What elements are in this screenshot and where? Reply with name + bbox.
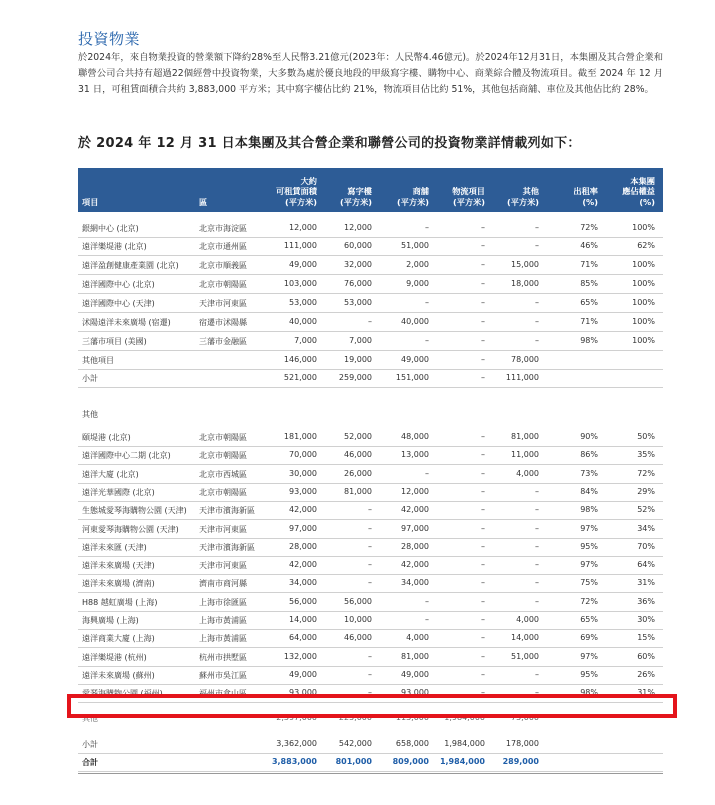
cell-other: –	[535, 336, 539, 345]
section-heading: 投資物業	[78, 30, 141, 48]
section2-label: 其他	[82, 410, 98, 419]
cell-area: 34,000	[289, 578, 317, 588]
cell-interest: 100%	[632, 317, 655, 326]
partial-row	[78, 713, 663, 728]
cell-project: 三藩市項目 (美國)	[82, 337, 147, 346]
cell-retail: 13,000	[401, 450, 429, 460]
cell-occupancy: 85%	[580, 279, 598, 288]
cell-other: 178,000	[505, 739, 539, 748]
cell-area: 7,000	[294, 336, 317, 345]
cell-retail: 2,000	[406, 260, 429, 269]
cell-project: 小計	[82, 374, 98, 383]
cell-logistics: –	[481, 336, 485, 345]
table-header	[78, 168, 663, 212]
cell-other: 14,000	[511, 633, 539, 643]
cell-area: 49,000	[289, 669, 317, 679]
cell-office: 46,000	[344, 450, 372, 460]
cell-project: 遠洋未來廣場 (濟南)	[82, 579, 155, 589]
cell-retail: 151,000	[395, 373, 429, 382]
cell-occupancy: 65%	[580, 298, 598, 307]
cell-district: 天津市濱海新區	[199, 542, 255, 552]
header-office-line1: 寫字樓	[347, 186, 372, 196]
header-area	[276, 176, 317, 208]
cell-office: 10,000	[344, 615, 372, 624]
highlight-box	[67, 694, 677, 718]
cell-district: 三藩市金融區	[199, 337, 247, 346]
cell-logistics: –	[481, 450, 485, 460]
partial-cell-other: 75,000	[511, 713, 539, 722]
cell-interest: 64%	[637, 560, 655, 570]
cell-occupancy: 73%	[580, 468, 598, 478]
cell-logistics: –	[481, 578, 485, 588]
cell-retail: 42,000	[401, 560, 429, 570]
cell-district: 上海市徐匯區	[199, 597, 247, 607]
cell-logistics: –	[481, 596, 485, 606]
cell-retail: 97,000	[401, 523, 429, 533]
cell-office: 32,000	[344, 260, 372, 269]
partial-cell-logistics: 1,984,000	[444, 713, 485, 722]
table-row	[78, 256, 663, 275]
partial-cell-retail: 113,000	[395, 713, 429, 722]
cell-project: 合計	[82, 758, 98, 767]
cell-district: 北京市朝陽區	[199, 487, 247, 497]
cell-other: 78,000	[511, 355, 539, 364]
table-row	[78, 351, 663, 370]
cell-project: 銀網中心 (北京)	[82, 224, 139, 233]
cell-area: 49,000	[289, 260, 317, 269]
cell-interest: 60%	[637, 651, 655, 661]
table-row	[78, 369, 663, 388]
cell-retail: 9,000	[406, 279, 429, 288]
cell-project: 愛琴海購物公園 (福州)	[82, 689, 163, 699]
cell-retail: 93,000	[401, 688, 429, 698]
cell-office: 46,000	[344, 633, 372, 643]
cell-retail: –	[425, 223, 429, 232]
subtotal-row	[78, 735, 663, 754]
cell-office: 52,000	[344, 432, 372, 441]
cell-interest: 62%	[637, 241, 655, 250]
cell-occupancy: 98%	[580, 688, 598, 698]
cell-area: 111,000	[283, 241, 317, 250]
header-logistics-line2: (平方米)	[452, 196, 485, 207]
header-occupancy	[573, 186, 598, 207]
cell-logistics: –	[481, 688, 485, 698]
cell-retail: –	[425, 615, 429, 624]
cell-occupancy: 95%	[580, 541, 598, 551]
cell-office: 81,000	[344, 486, 372, 496]
cell-logistics: –	[481, 298, 485, 307]
cell-area: 146,000	[283, 355, 317, 364]
cell-logistics: –	[481, 633, 485, 643]
cell-retail: –	[425, 468, 429, 478]
cell-retail: 658,000	[395, 739, 429, 748]
cell-area: 3,362,000	[276, 739, 317, 748]
header-retail-line1: 商舖	[412, 186, 429, 196]
cell-logistics: –	[481, 223, 485, 232]
table-row	[78, 428, 663, 447]
cell-logistics: –	[481, 260, 485, 269]
cell-project: 遠洋商業大廈 (上海)	[82, 634, 155, 644]
cell-other: –	[535, 596, 539, 606]
table-row	[78, 275, 663, 294]
cell-area: 40,000	[289, 317, 317, 326]
cell-area: 42,000	[289, 505, 317, 515]
cell-retail: 48,000	[401, 432, 429, 441]
cell-other: –	[535, 317, 539, 326]
cell-occupancy: 86%	[580, 450, 598, 460]
cell-project: 遠洋國際中心 (天津)	[82, 299, 155, 308]
cell-logistics: –	[481, 523, 485, 533]
header-project: 項目	[82, 196, 99, 207]
bottom-rule	[78, 773, 663, 774]
cell-office: 56,000	[344, 596, 372, 606]
cell-project: 河東愛琴海購物公園 (天津)	[82, 524, 179, 534]
cell-area: 14,000	[289, 615, 317, 624]
cell-office: 26,000	[344, 468, 372, 478]
cell-retail: 42,000	[401, 505, 429, 515]
cell-office: –	[368, 669, 372, 679]
cell-interest: 36%	[637, 596, 655, 606]
header-area-line3: (平方米)	[284, 196, 317, 207]
cell-district: 濟南市商河縣	[199, 579, 247, 589]
cell-occupancy: 95%	[580, 669, 598, 679]
cell-district: 上海市黃浦區	[199, 616, 247, 625]
cell-interest: 72%	[637, 468, 655, 478]
cell-logistics: –	[481, 560, 485, 570]
cell-district: 宿遷市沭陽縣	[199, 318, 247, 327]
cell-other: –	[535, 486, 539, 496]
cell-interest: 52%	[637, 505, 655, 515]
cell-interest: 26%	[637, 669, 655, 679]
header-interest-line1: 本集團	[630, 175, 655, 186]
cell-logistics: –	[481, 669, 485, 679]
cell-district: 天津市河東區	[199, 299, 247, 308]
cell-area: 103,000	[283, 279, 317, 288]
cell-district: 北京市朝陽區	[199, 280, 247, 289]
cell-office: –	[368, 541, 372, 551]
cell-occupancy: 98%	[580, 336, 598, 345]
cell-district: 杭州市拱墅區	[199, 652, 247, 662]
cell-logistics: –	[481, 651, 485, 661]
cell-project: 遠洋光華國際 (北京)	[82, 487, 155, 497]
cell-area: 93,000	[289, 486, 317, 496]
cell-retail: –	[425, 336, 429, 345]
cell-logistics: –	[481, 615, 485, 624]
cell-project: 頤堤港 (北京)	[82, 433, 131, 442]
cell-district: 北京市朝陽區	[199, 451, 247, 461]
cell-logistics: –	[481, 317, 485, 326]
header-office	[340, 186, 372, 207]
cell-district: 上海市黃浦區	[199, 634, 247, 644]
cell-occupancy: 97%	[580, 560, 598, 570]
table-caption: 於 2024 年 12 月 31 日本集團及其合營企業和聯營公司的投資物業詳情載列如下：	[78, 136, 581, 151]
header-retail	[397, 186, 429, 207]
header-interest-line3: (%)	[639, 196, 655, 207]
cell-retail: –	[425, 596, 429, 606]
cell-district: 天津市河東區	[199, 561, 247, 571]
header-retail-line2: (平方米)	[396, 196, 429, 207]
cell-area: 30,000	[289, 468, 317, 478]
table-row	[78, 219, 663, 238]
cell-other: –	[535, 688, 539, 698]
cell-office: –	[368, 578, 372, 588]
table-row	[78, 446, 663, 465]
partial-cell-project: 其他	[82, 714, 98, 723]
partial-cell-office: 225,000	[338, 713, 372, 722]
cell-office: –	[368, 560, 372, 570]
cell-interest: 70%	[637, 541, 655, 551]
cell-other: 15,000	[511, 260, 539, 269]
cell-other: 18,000	[511, 279, 539, 288]
cell-office: –	[368, 505, 372, 515]
cell-logistics: –	[481, 241, 485, 250]
cell-occupancy: 84%	[580, 486, 598, 496]
cell-office: 259,000	[338, 373, 372, 382]
cell-logistics: –	[481, 373, 485, 382]
cell-district: 北京市海淀區	[199, 224, 247, 233]
table-row	[78, 237, 663, 256]
cell-other: –	[535, 669, 539, 679]
cell-area: 28,000	[289, 541, 317, 551]
cell-area: 53,000	[289, 298, 317, 307]
header-other	[507, 186, 539, 207]
cell-logistics: –	[481, 279, 485, 288]
cell-retail: 809,000	[392, 757, 429, 766]
header-occupancy-line1: 出租率	[573, 186, 598, 196]
cell-office: 7,000	[349, 336, 372, 345]
cell-project: 遠洋未來廣場 (蘇州)	[82, 670, 155, 680]
cell-retail: 49,000	[401, 669, 429, 679]
cell-occupancy: 98%	[580, 505, 598, 515]
table-row	[78, 538, 663, 557]
cell-retail: 51,000	[401, 241, 429, 250]
cell-project: H88 越虹廣場 (上海)	[82, 597, 158, 607]
cell-project: 海興廣場 (上海)	[82, 616, 139, 625]
cell-occupancy: 75%	[580, 578, 598, 588]
cell-interest: 100%	[632, 223, 655, 232]
cell-occupancy: 71%	[580, 260, 598, 269]
cell-interest: 35%	[637, 450, 655, 460]
cell-interest: 50%	[637, 432, 655, 441]
cell-interest: 100%	[632, 260, 655, 269]
table-row	[78, 611, 663, 630]
cell-area: 42,000	[289, 560, 317, 570]
cell-logistics: –	[481, 486, 485, 496]
header-district: 區	[199, 196, 208, 207]
cell-project: 沭陽遠洋未來廣場 (宿遷)	[82, 318, 171, 327]
cell-office: –	[368, 523, 372, 533]
header-interest	[622, 176, 655, 208]
cell-area: 132,000	[283, 651, 317, 661]
cell-area: 12,000	[289, 223, 317, 232]
cell-other: 51,000	[511, 651, 539, 661]
cell-interest: 29%	[637, 486, 655, 496]
header-area-line2: 可租賃面積	[276, 186, 317, 196]
header-occupancy-line2: (%)	[582, 196, 598, 207]
cell-project: 遠洋國際中心二期 (北京)	[82, 451, 171, 461]
cell-office: 12,000	[344, 223, 372, 232]
cell-project: 小計	[82, 740, 98, 749]
cell-other: –	[535, 223, 539, 232]
cell-project: 遠洋樂堤港 (杭州)	[82, 652, 147, 662]
cell-occupancy: 90%	[580, 432, 598, 441]
cell-retail: –	[425, 298, 429, 307]
cell-project: 生態城愛琴海購物公園 (天津)	[82, 506, 187, 516]
table-row	[78, 294, 663, 313]
cell-area: 70,000	[289, 450, 317, 460]
cell-other: –	[535, 560, 539, 570]
cell-area: 181,000	[283, 432, 317, 441]
cell-project: 遠洋國際中心 (北京)	[82, 280, 155, 289]
table-row	[78, 332, 663, 351]
cell-project: 遠洋未來廣場 (天津)	[82, 561, 155, 571]
cell-district: 天津市濱海新區	[199, 506, 255, 516]
cell-other: –	[535, 505, 539, 515]
cell-office: –	[368, 317, 372, 326]
cell-project: 遠洋大廈 (北京)	[82, 469, 139, 479]
cell-project: 遠洋未來匯 (天津)	[82, 542, 147, 552]
cell-logistics: –	[481, 505, 485, 515]
cell-other: –	[535, 298, 539, 307]
cell-occupancy: 97%	[580, 523, 598, 533]
cell-logistics: –	[481, 468, 485, 478]
header-other-line1: 其他	[522, 186, 539, 196]
cell-logistics: 1,984,000	[439, 757, 485, 766]
cell-retail: 81,000	[401, 651, 429, 661]
header-area-line1: 大約	[300, 175, 317, 186]
cell-other: 111,000	[505, 373, 539, 382]
cell-other: –	[535, 241, 539, 250]
header-logistics	[452, 186, 485, 207]
header-logistics-line1: 物流項目	[452, 186, 485, 196]
cell-other: 81,000	[511, 432, 539, 441]
cell-retail: 34,000	[401, 578, 429, 588]
total-row	[78, 753, 663, 772]
cell-occupancy: 65%	[580, 615, 598, 624]
cell-occupancy: 46%	[580, 241, 598, 250]
cell-project: 其他項目	[82, 356, 114, 365]
cell-occupancy: 72%	[580, 223, 598, 232]
cell-district: 北京市朝陽區	[199, 433, 247, 442]
cell-area: 521,000	[283, 373, 317, 382]
cell-other: –	[535, 578, 539, 588]
cell-occupancy: 71%	[580, 317, 598, 326]
cell-district: 北京市順義區	[199, 261, 247, 270]
cell-other: 4,000	[516, 615, 539, 624]
cell-logistics: 1,984,000	[444, 739, 485, 748]
cell-logistics: –	[481, 355, 485, 364]
cell-office: 19,000	[344, 355, 372, 364]
cell-interest: 31%	[637, 578, 655, 588]
header-other-line2: (平方米)	[506, 196, 539, 207]
cell-project: 遠洋樂堤港 (北京)	[82, 242, 147, 251]
cell-office: –	[368, 651, 372, 661]
cell-office: 60,000	[344, 241, 372, 250]
table-row	[78, 483, 663, 502]
cell-interest: 100%	[632, 336, 655, 345]
cell-occupancy: 69%	[580, 633, 598, 643]
cell-other: –	[535, 523, 539, 533]
cell-interest: 100%	[632, 298, 655, 307]
cell-district: 北京市西城區	[199, 469, 247, 479]
cell-area: 56,000	[289, 596, 317, 606]
table-row	[78, 666, 663, 685]
cell-interest: 30%	[637, 615, 655, 624]
intro-paragraph: 於2024年，來自物業投資的營業額下降約28%至人民幣3.21億元(2023年：人民幣4.46億元)。於2024年12月31日，本集團及其合營企業和聯營公司合共持有超過22個經營中投資物業，大多數為處於優良地段的甲級寫字樓、購物中心、商業綜合體及物流項目。截至 2024 年 12 月 31 日，可租賃面積合共約 3,883,000 平方米；其中寫字樓佔比約 21%，物流項目佔比約 51%，其他包括商舖、車位及其他佔比約 28%。	[78, 52, 663, 95]
table-row	[78, 520, 663, 539]
cell-district: 蘇州市吳江區	[199, 670, 247, 680]
cell-interest: 100%	[632, 279, 655, 288]
cell-other: –	[535, 541, 539, 551]
table-row	[78, 313, 663, 332]
cell-project: 遠洋盈創健康產業園 (北京)	[82, 261, 179, 270]
cell-occupancy: 97%	[580, 651, 598, 661]
cell-interest: 31%	[637, 688, 655, 698]
cell-office: 801,000	[335, 757, 372, 766]
header-interest-line2: 應佔權益	[622, 186, 655, 196]
cell-office: 542,000	[338, 739, 372, 748]
cell-office: –	[368, 688, 372, 698]
cell-district: 北京市通州區	[199, 242, 247, 251]
cell-retail: 12,000	[401, 486, 429, 496]
cell-retail: 4,000	[406, 633, 429, 643]
cell-area: 97,000	[289, 523, 317, 533]
table-row	[78, 593, 663, 612]
cell-interest: 15%	[637, 633, 655, 643]
cell-office: 53,000	[344, 298, 372, 307]
cell-other: 11,000	[511, 450, 539, 460]
cell-area: 64,000	[289, 633, 317, 643]
table-row	[78, 648, 663, 667]
cell-area: 93,000	[289, 688, 317, 698]
cell-retail: 40,000	[401, 317, 429, 326]
cell-district: 天津市河東區	[199, 524, 247, 534]
cell-occupancy: 72%	[580, 596, 598, 606]
cell-retail: 49,000	[401, 355, 429, 364]
table-row	[78, 574, 663, 593]
partial-cell-area: 2,397,000	[276, 713, 317, 722]
table-row	[78, 465, 663, 484]
cell-area: 3,883,000	[271, 757, 317, 766]
cell-office: 76,000	[344, 279, 372, 288]
cell-other: 289,000	[502, 757, 539, 766]
cell-district: 福州市倉山區	[199, 689, 247, 699]
cell-interest: 34%	[637, 523, 655, 533]
table-row	[78, 556, 663, 575]
cell-retail: 28,000	[401, 541, 429, 551]
header-office-line2: (平方米)	[339, 196, 372, 207]
cell-logistics: –	[481, 541, 485, 551]
table-row	[78, 501, 663, 520]
cell-other: 4,000	[516, 468, 539, 478]
cell-logistics: –	[481, 432, 485, 441]
table-row	[78, 629, 663, 648]
